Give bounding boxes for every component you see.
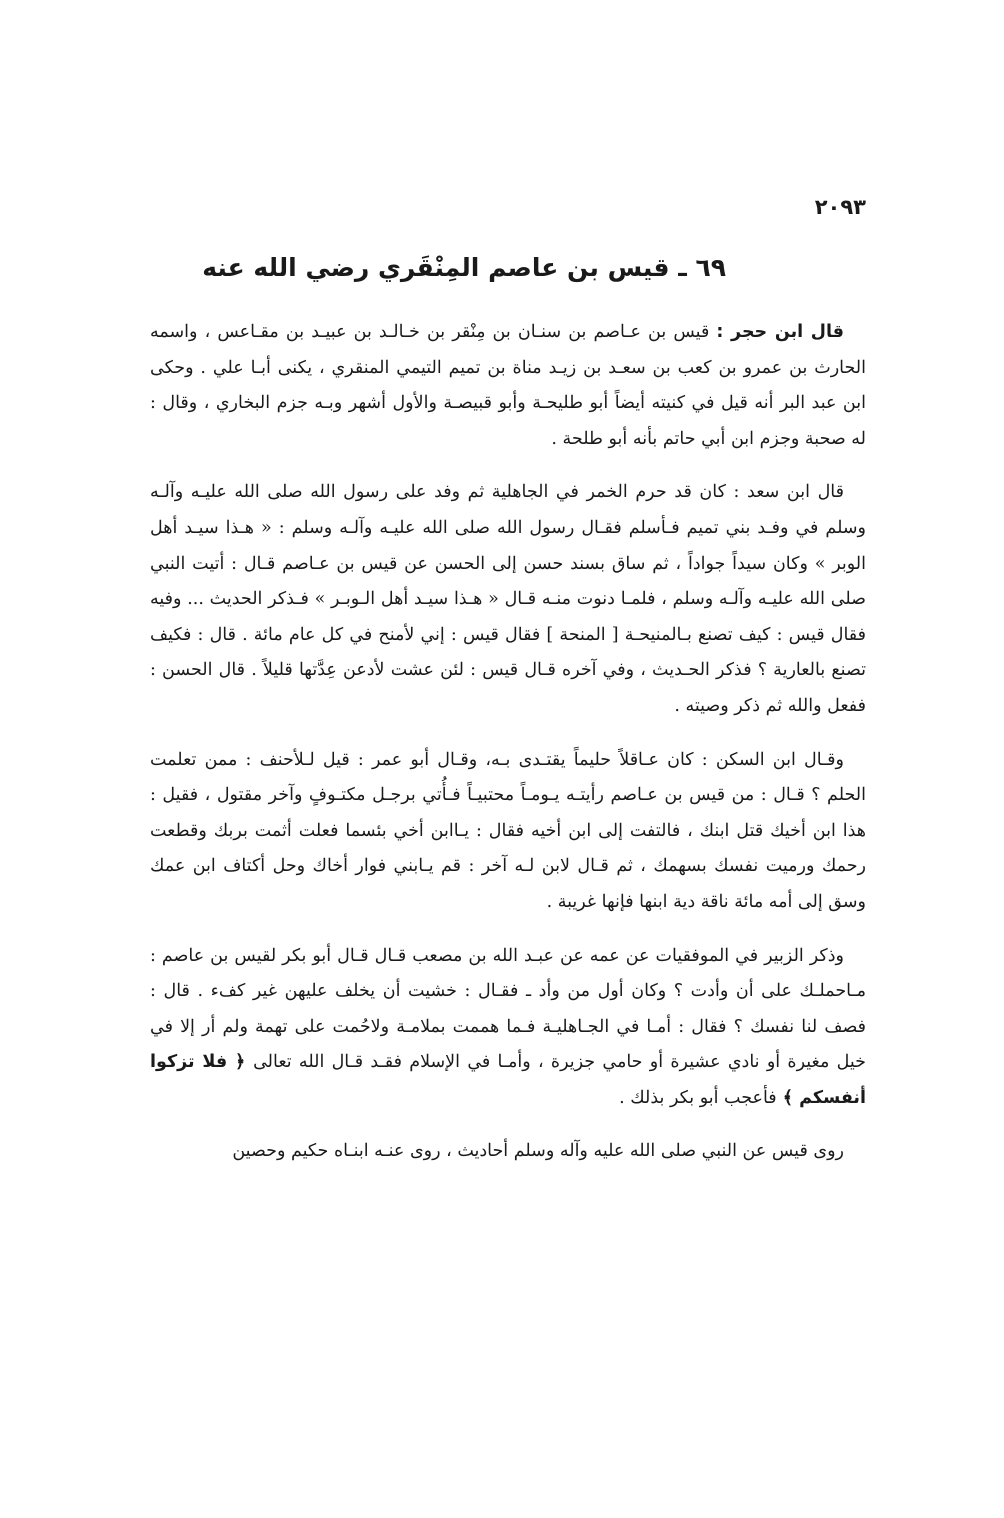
- book-page: [150, 195, 866, 1495]
- paragraph-al-zubayr: [150, 939, 866, 1117]
- paragraph-tail: فأعجب أبو بكر بذلك .: [619, 1087, 777, 1108]
- page-body: [150, 315, 866, 1170]
- paragraph-text: قال ابن سعد : كان قد حرم الخمر في الجاهلية ثم وفد على رسول الله صلى الله عليـه وآلـه وسلم في وفـد بني تميم فـأسلم فقـال رسول الله صلى الله عليـه وآلـه وسلم : « هـذا سيـد أهل الوبر » وكان سيداً جواداً ، ثم ساق بسند حسن إلى الحسن عن قيس بن عـاصم قـال : أتيت النبي صلى الله عليـه وآلـه وسلم ، فلمـا دنوت منـه قـال « هـذا سيـد أهل الـوبـر » فـذكر الحديث ... وفيه فقال قيس : كيف تصنع بـالمنيحـة [ المنحة ] فقال قيس : إني لأمنح في كل عام مائة . قال : فكيف تصنع بالعارية ؟ فذكر الحـديث ، وفي آخره قـال قيس : لئن عشت لأدعن عِدَّتها قليلاً . قال الحسن : ففعل والله ثم ذكر وصيته .: [150, 482, 866, 716]
- paragraph-ibn-al-sakan: [150, 743, 866, 921]
- paragraph-text: روى قيس عن النبي صلى الله عليه وآله وسلم أحاديث ، روى عنـه ابنـاه حكيم وحصين: [232, 1141, 844, 1162]
- paragraph-lead: قال ابن حجر :: [716, 322, 844, 342]
- paragraph-narrators: [150, 1134, 866, 1170]
- paragraph-text: قيس بن عـاصم بن سنـان بن مِنْقر بن خـالـد بن عبيـد بن مقـاعس ، واسمه الحارث بن عمرو بن كعب بن سعـد بن زيـد مناة بن تميم التيمي المنقري ، يكنى أبـا علي . وحكى ابن عبد البر أنه قيل في كنيته أيضاً أبو طليحـة وأبو قبيصـة والأول أشهر وبـه جزم البخاري ، وقال : له صحبة وجزم ابن أبي حاتم بأنه أبو طلحة .: [150, 322, 866, 449]
- paragraph-ibn-hajar: [150, 315, 866, 457]
- quran-verse: ﴿ فلا تزكوا أنفسكم ﴾: [150, 1052, 866, 1108]
- paragraph-text: وذكر الزبير في الموفقيات عن عمه عن عبـد الله بن مصعب قـال قـال أبو بكر لقيس بن عاصم : مـاحملـك على أن وأدت ؟ وكان أول من وأد ـ فقـال : خشيت أن يخلف عليهن غير كفء . قال : فصف لنا نفسك ؟ فقال : أمـا في الجـاهليـة فـما هممت بملامـة ولاحُمت على تهمة ولم أر إلا في خيل مغيرة أو نادي عشيرة أو حامي جزيرة ، وأمـا في الإسلام فقـد قـال الله تعالى: [150, 945, 866, 1073]
- paragraph-ibn-saad: [150, 475, 866, 724]
- page-number: ٢٠٩٣: [814, 195, 866, 219]
- chapter-title: ٦٩ ـ قيس بن عاصم المِنْقَري رضي الله عنه: [202, 253, 726, 282]
- paragraph-text: وقـال ابن السكن : كان عـاقلاً حليماً يقتـدى بـه، وقـال أبو عمر : قيل لـلأحنف : ممن تعلمت الحلم ؟ قـال : من قيس بن عـاصم رأيتـه يـومـاً محتبيـاً فـأُتي برجـل مكتـوفٍ وآخر مقتول ، فقيل : هذا ابن أخيك قتل ابنك ، فالتفت إلى ابن أخيه فقال : يـاابن أخي بئسما فعلت أثمت بربك وقطعت رحمك ورميت نفسك بسهمك ، ثم قـال لابن لـه آخر : قم يـابني فوار أخاك وحل أكتاف ابن عمك وسق إلى أمه مائة ناقة دية ابنها فإنها غريبة .: [150, 749, 866, 912]
